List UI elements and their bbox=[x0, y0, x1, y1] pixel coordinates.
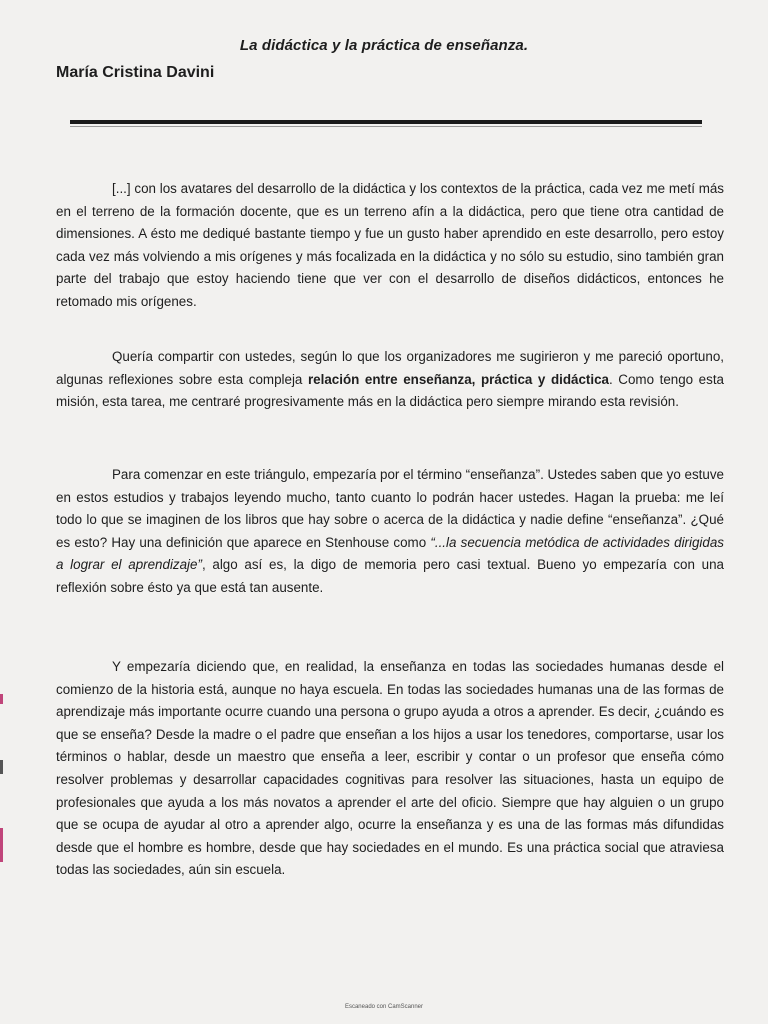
italic-quote: “...la secuencia metódica de actividades dirigidas a lograr el aprendizaje” bbox=[56, 534, 724, 573]
paragraph-3 bbox=[56, 464, 724, 600]
paragraph-text: . Como tengo esta misión, esta tarea, me centraré progresivamente más en la didáctica pero siempre mirando esta revisión. bbox=[56, 371, 724, 410]
paragraph-2 bbox=[56, 346, 724, 414]
scan-edge-mark bbox=[0, 760, 3, 774]
scan-edge-mark bbox=[0, 828, 3, 862]
scanner-watermark: Escaneado con CamScanner bbox=[344, 1004, 424, 1010]
paragraph-text: Quería compartir con ustedes, según lo que los organizadores me sugirieron y me pareció oportuno, algunas reflexiones sobre esta compleja bbox=[56, 349, 724, 387]
scan-edge-mark bbox=[0, 694, 3, 704]
paragraph-text: Para comenzar en este triángulo, empezaría por el término “enseñanza”. Ustedes saben que yo estuve en estos estudios y trabajos leyendo mucho, tanto cuanto lo podrán hacer ustedes. Hagan la prueba: me leí todo lo que se imaginen de los libros que hay sobre o acerca de la didáctica y nadie define “enseñanza”. ¿Qué es esto? Hay una definición que aparece en Stenhouse como bbox=[56, 467, 724, 550]
paragraph-text: Y empezaría diciendo que, en realidad, la enseñanza en todas las sociedades humanas desde el comienzo de la historia está, aunque no haya escuela. En todas las sociedades humanas una de las formas de aprendizaje más importante ocurre cuando una persona o grupo ayuda a otros a aprender. Es decir, ¿cuándo es que se enseña? Desde la madre o el padre que enseñan a los hijos a usar los tenedores, comportarse, usar los términos o hablar, desde un maestro que enseña a leer, escribir y contar o un profesor que enseña cómo resolver problemas y desarrollar capacidades cognitivas para resolver las situaciones, hasta un equipo de profesionales que ayuda a los más novatos a aprender el arte del oficio. Siempre que hay alguien o un grupo que se ocupa de ayudar al otro a aprender algo, ocurre la enseñanza y es una de las formas más difundidas desde que el hombre es hombre, desde que hay sociedades en el mundo. Es una práctica social que atraviesa todas las sociedades, aún sin escuela. bbox=[56, 659, 724, 878]
header-rule-shadow bbox=[70, 126, 702, 127]
paragraph-1 bbox=[56, 178, 724, 314]
header-rule bbox=[70, 120, 702, 124]
paragraph-text: , algo así es, la digo de memoria pero casi textual. Bueno yo empezaría con una reflexión sobre ésto ya que está tan ausente. bbox=[56, 557, 724, 595]
author-name: María Cristina Davini bbox=[56, 64, 215, 81]
bold-text: relación entre enseñanza, práctica y didáctica bbox=[307, 371, 609, 387]
paragraph-4 bbox=[56, 656, 724, 882]
document-title: La didáctica y la práctica de enseñanza. bbox=[239, 37, 529, 54]
paragraph-text: [...] con los avatares del desarrollo de la didáctica y los contextos de la práctica, cada vez me metí más en el terreno de la formación docente, que es un terreno afín a la didáctica, pero que tiene otra cantidad de dimensiones. A ésto me dediqué bastante tiempo y fue un gusto haber aprendido en este desarrollo, pero estoy cada vez más volviendo a mis orígenes y más focalizada en la didáctica y no sólo su estudio, sino también gran parte del trabajo que estoy haciendo tiene que ver con el desarrollo de diseños didácticos, entonces he retomado mis orígenes. bbox=[56, 181, 724, 309]
